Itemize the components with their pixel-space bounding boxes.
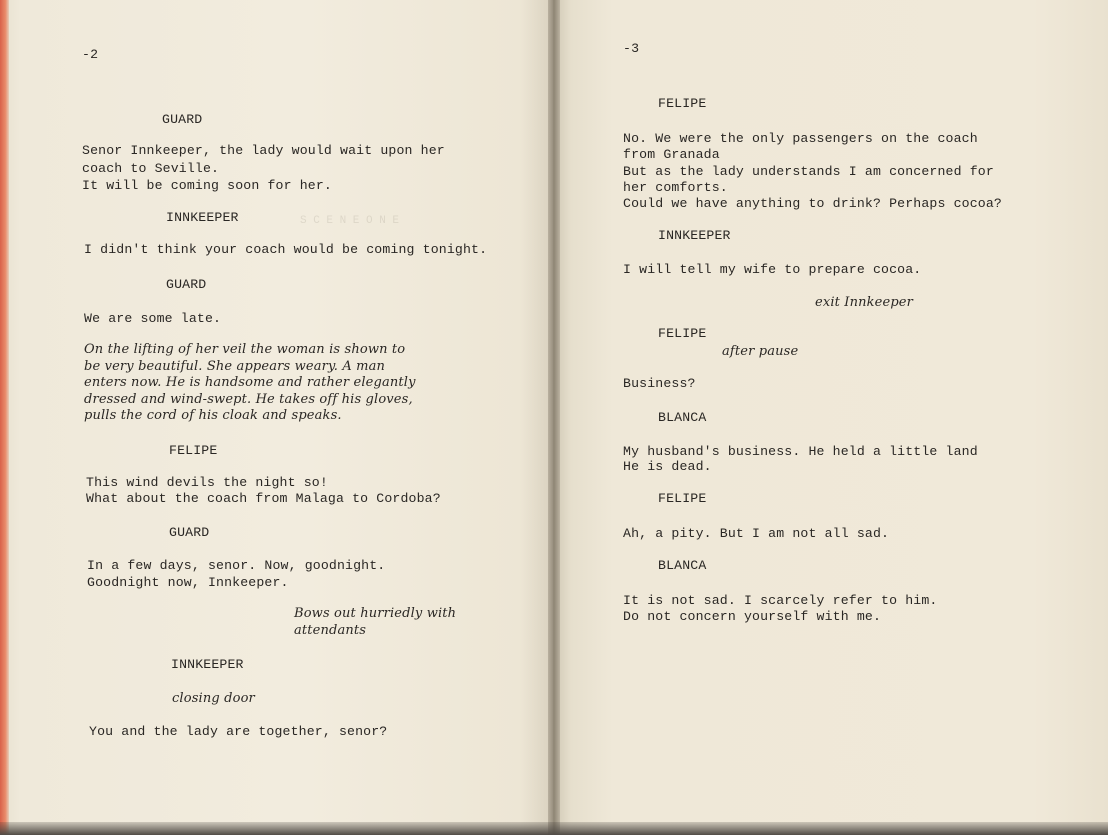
character-name: FELIPE bbox=[658, 491, 707, 506]
character-name: INNKEEPER bbox=[171, 657, 244, 672]
stage-direction: On the lifting of her veil the woman is shown to bbox=[84, 342, 406, 357]
dialogue-line: I didn't think your coach would be coming tonight. bbox=[84, 242, 488, 257]
bleed-through-text: S C E N E O N E bbox=[300, 215, 400, 227]
character-name: BLANCA bbox=[658, 558, 707, 573]
page-number: -2 bbox=[82, 47, 99, 62]
dialogue-line: It will be coming soon for her. bbox=[82, 178, 332, 193]
book-spine bbox=[548, 0, 560, 835]
dialogue-line: Business? bbox=[623, 376, 696, 391]
stage-direction: closing door bbox=[172, 691, 255, 706]
dialogue-line: from Granada bbox=[623, 147, 720, 162]
stage-direction: after pause bbox=[722, 344, 799, 359]
character-name: GUARD bbox=[169, 525, 210, 540]
dialogue-line: I will tell my wife to prepare cocoa. bbox=[623, 262, 922, 277]
dialogue-line: Do not concern yourself with me. bbox=[623, 609, 882, 624]
page-number: -3 bbox=[623, 41, 640, 56]
stage-direction: exit Innkeeper bbox=[815, 295, 914, 310]
stage-direction: pulls the cord of his cloak and speaks. bbox=[84, 408, 342, 423]
dialogue-line: Ah, a pity. But I am not all sad. bbox=[623, 526, 890, 541]
dialogue-line: No. We were the only passengers on the coach bbox=[623, 131, 978, 146]
dialogue-line: We are some late. bbox=[84, 311, 222, 326]
stage-direction: dressed and wind-swept. He takes off his gloves, bbox=[84, 392, 413, 407]
right-page bbox=[553, 0, 1108, 835]
stage-direction: attendants bbox=[294, 623, 367, 638]
dialogue-line: He is dead. bbox=[623, 459, 712, 474]
dialogue-line: But as the lady understands I am concerned for bbox=[623, 164, 994, 179]
character-name: BLANCA bbox=[658, 410, 707, 425]
dialogue-line: It is not sad. I scarcely refer to him. bbox=[623, 593, 938, 608]
character-name: FELIPE bbox=[658, 326, 707, 341]
dialogue-line: Goodnight now, Innkeeper. bbox=[87, 575, 289, 590]
character-name: FELIPE bbox=[658, 96, 707, 111]
stage-direction: Bows out hurriedly with bbox=[294, 606, 457, 621]
dialogue-line: coach to Seville. bbox=[82, 161, 220, 176]
dialogue-line: Senor Innkeeper, the lady would wait upon her bbox=[82, 143, 445, 158]
dialogue-line: My husband's business. He held a little land bbox=[623, 444, 978, 459]
dialogue-line: In a few days, senor. Now, goodnight. bbox=[87, 558, 386, 573]
character-name: INNKEEPER bbox=[166, 210, 239, 225]
dialogue-line: You and the lady are together, senor? bbox=[89, 724, 388, 739]
character-name: FELIPE bbox=[169, 443, 218, 458]
dialogue-line: her comforts. bbox=[623, 180, 728, 195]
dialogue-line: Could we have anything to drink? Perhaps cocoa? bbox=[623, 196, 1002, 211]
page-edge-color bbox=[0, 0, 9, 835]
character-name: INNKEEPER bbox=[658, 228, 731, 243]
character-name: GUARD bbox=[162, 112, 203, 127]
stage-direction: enters now. He is handsome and rather elegantly bbox=[84, 375, 416, 390]
dialogue-line: This wind devils the night so! bbox=[86, 475, 328, 490]
scan-bottom-edge bbox=[0, 822, 1108, 835]
stage-direction: be very beautiful. She appears weary. A man bbox=[84, 359, 386, 374]
dialogue-line: What about the coach from Malaga to Cordoba? bbox=[86, 491, 441, 506]
left-page bbox=[0, 0, 553, 835]
character-name: GUARD bbox=[166, 277, 207, 292]
